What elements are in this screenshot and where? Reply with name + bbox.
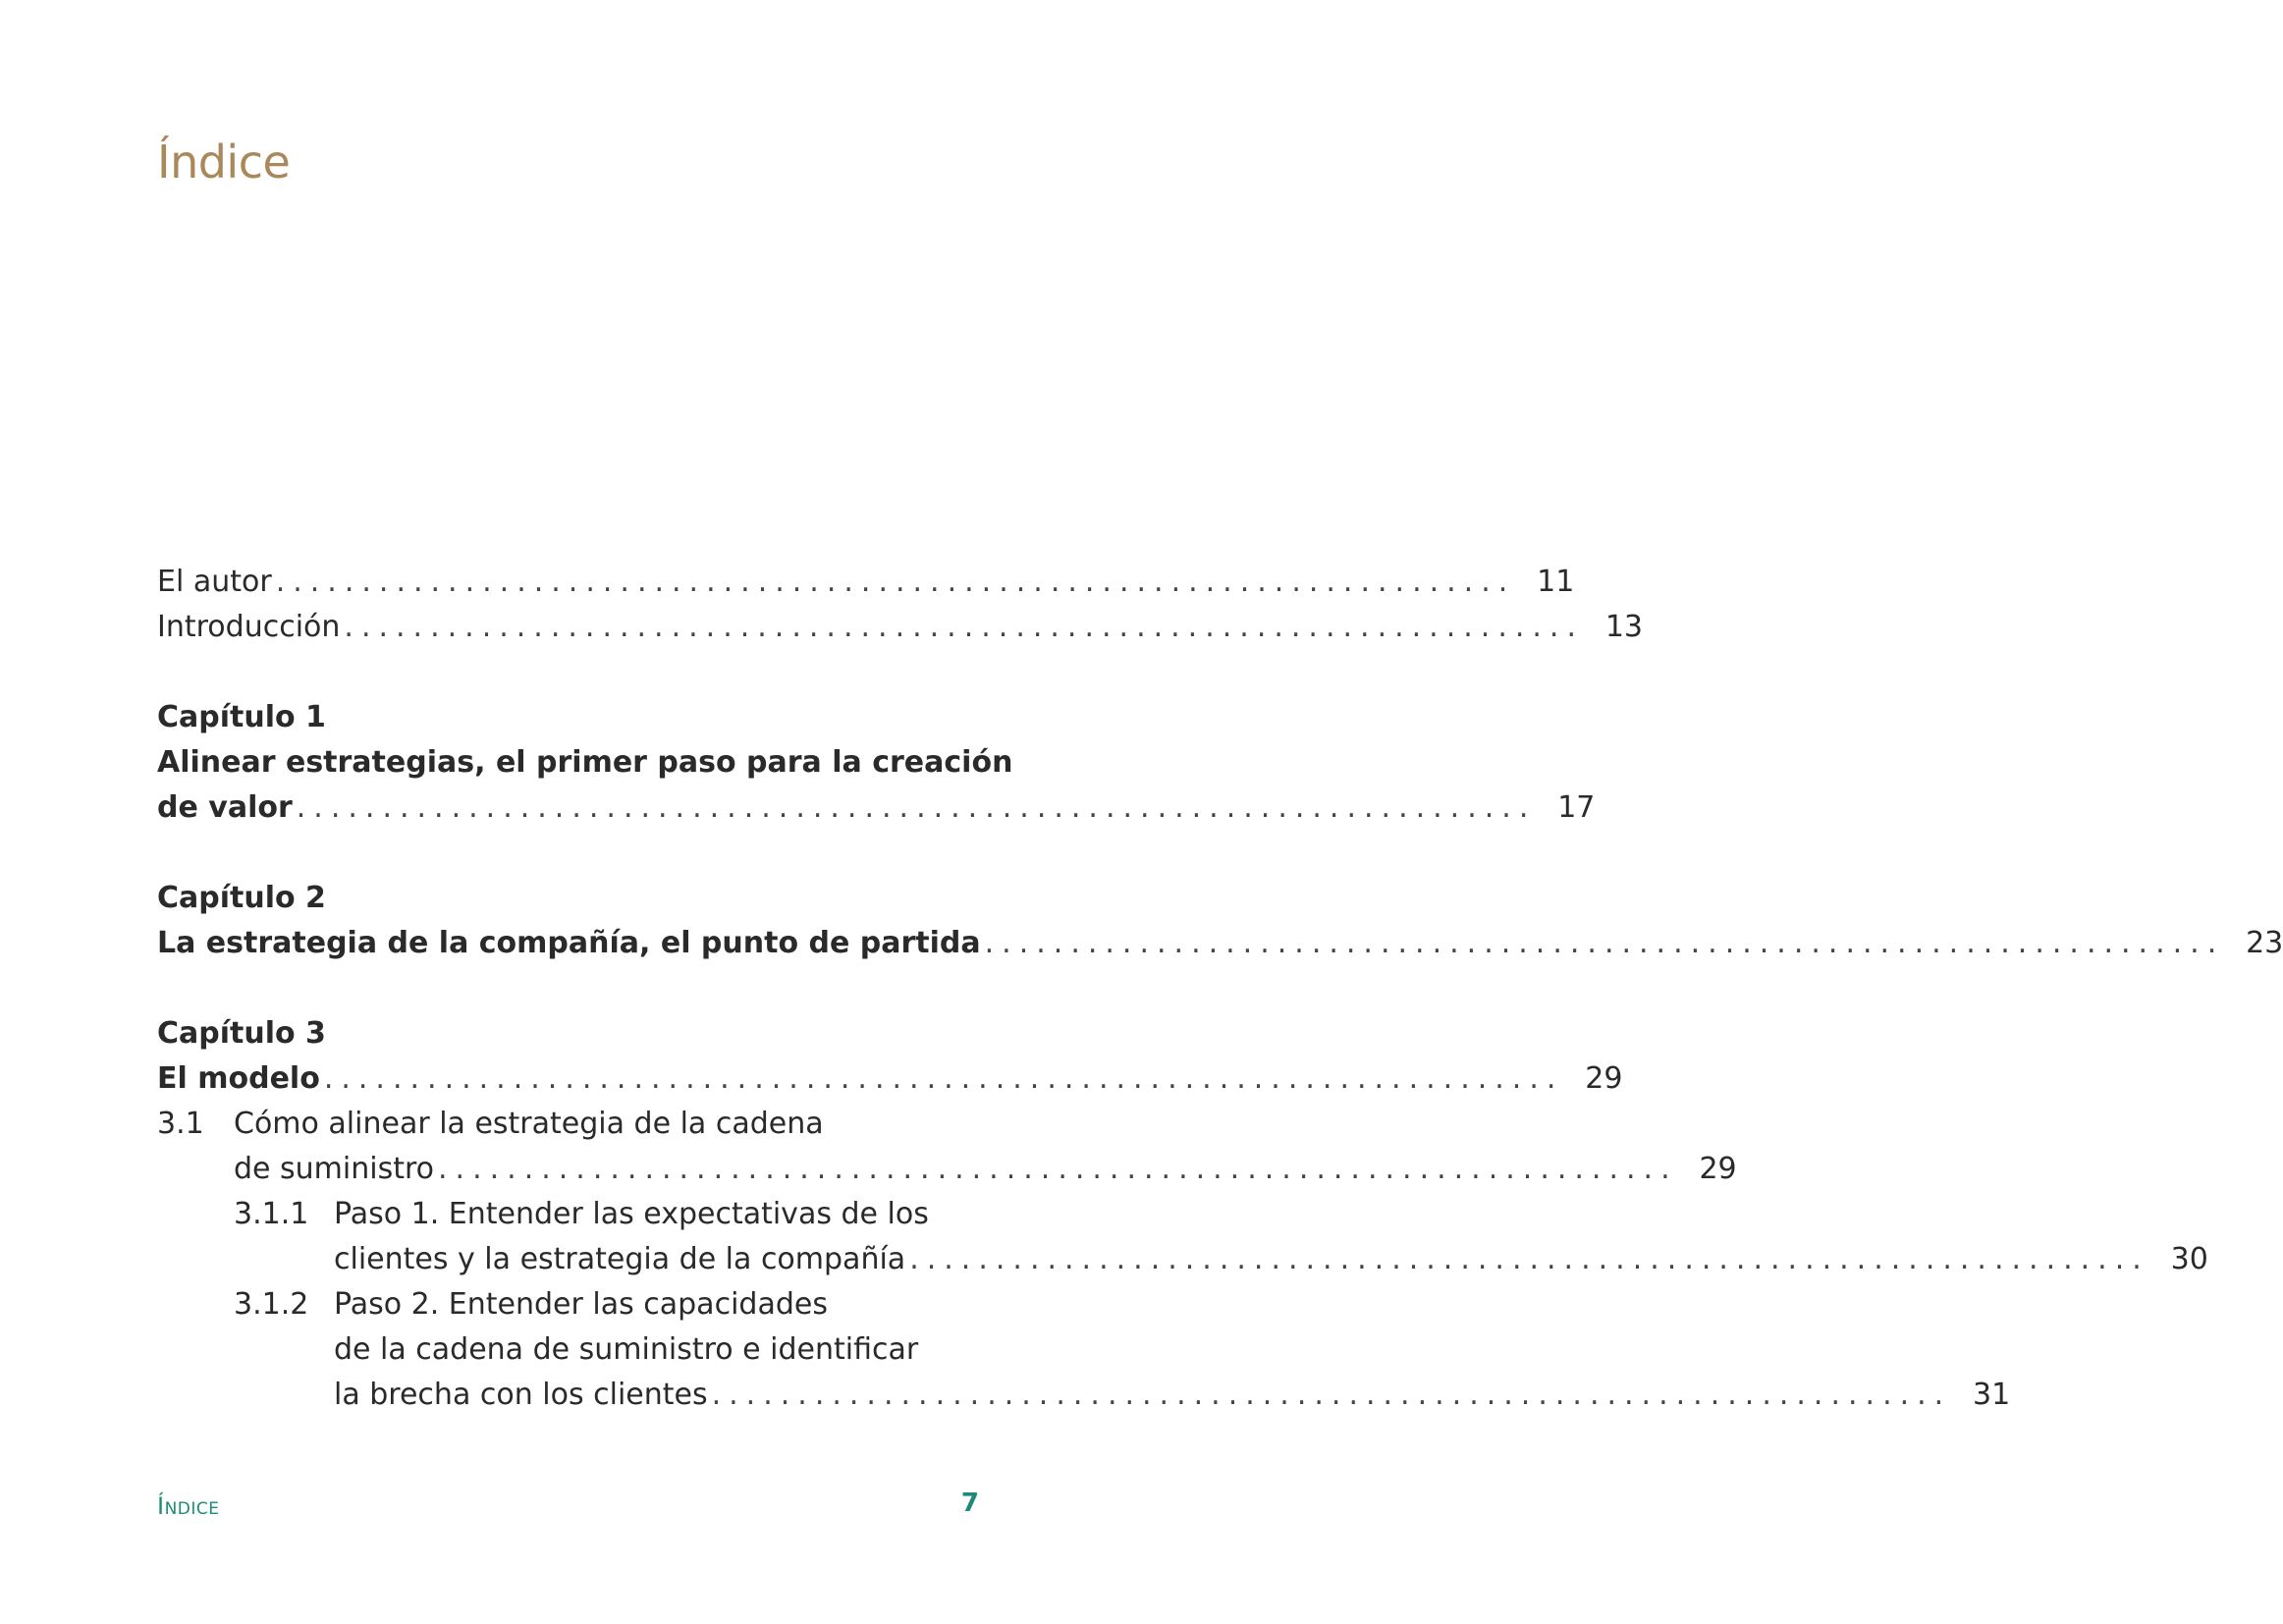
page-title: Índice — [157, 135, 291, 189]
toc-entry-autor[interactable] — [157, 560, 1575, 605]
chapter-2-heading: Capítulo 2 — [157, 881, 326, 915]
toc-entry-label: El autor — [157, 565, 272, 599]
chapter-1-heading: Capítulo 1 — [157, 700, 326, 734]
toc-entry-label: La estrategia de la compañía, el punto de partida — [157, 926, 981, 960]
toc-entry-label: de valor — [157, 790, 293, 825]
leader-dots: ........................................................................ — [323, 1061, 1564, 1096]
toc-page-number: 11 — [1537, 565, 1575, 599]
toc-entry-label: El modelo — [157, 1061, 320, 1096]
section-3-1-2-line3[interactable] — [157, 1373, 2011, 1418]
leader-dots: ........................................................................ — [438, 1152, 1678, 1186]
section-number: 3.1.1 — [234, 1197, 309, 1231]
toc-entry-label: Introducción — [157, 610, 341, 644]
leader-dots: ........................................................................ — [984, 926, 2225, 960]
section-title: Paso 1. Entender las expectativas de los — [334, 1197, 929, 1231]
toc-entry-label: clientes y la estrategia de la compañía — [334, 1242, 906, 1276]
chapter-3-heading: Capítulo 3 — [157, 1016, 326, 1051]
toc-entry-intro[interactable] — [157, 605, 1644, 650]
toc-page-number: 17 — [1557, 790, 1596, 825]
leader-dots: ........................................................................ — [711, 1378, 1952, 1412]
chapter-2-title[interactable] — [157, 921, 2283, 966]
toc-entry-label: la brecha con los clientes — [334, 1378, 708, 1412]
section-3-1-2-line1[interactable] — [157, 1282, 1009, 1327]
toc-page-number: 13 — [1604, 610, 1644, 644]
toc-page-number: 29 — [1699, 1152, 1737, 1186]
section-number: 3.1.2 — [234, 1287, 309, 1322]
section-title: Paso 2. Entender las capacidades — [334, 1287, 828, 1322]
section-title: de la cadena de suministro e identificar — [334, 1332, 919, 1367]
leader-dots: ........................................................................ — [275, 565, 1516, 599]
section-3-1-line1[interactable] — [157, 1102, 1009, 1147]
toc-page-number: 29 — [1585, 1061, 1623, 1096]
section-number: 3.1 — [157, 1107, 204, 1141]
toc-page-number: 23 — [2246, 926, 2283, 960]
leader-dots: ........................................................................ — [344, 610, 1585, 644]
leader-dots: ........................................................................ — [909, 1242, 2149, 1276]
footer-section-name: Índice — [157, 1492, 220, 1520]
table-of-contents — [157, 560, 2283, 1418]
section-title: Cómo alinear la estrategia de la cadena — [234, 1107, 824, 1141]
footer-page-number: 7 — [960, 1489, 979, 1518]
chapter-3-title[interactable] — [157, 1056, 1623, 1102]
leader-dots: ........................................................................ — [296, 790, 1537, 825]
chapter-1-title[interactable]: Alinear estrategias, el primer paso para la creación — [157, 745, 1013, 780]
section-3-1-1-line2[interactable] — [157, 1237, 2208, 1282]
section-3-1-1-line1[interactable] — [157, 1192, 1009, 1237]
section-3-1-2-line2[interactable] — [157, 1327, 1009, 1373]
toc-page-number: 30 — [2170, 1242, 2208, 1276]
chapter-1-title-end[interactable] — [157, 785, 1596, 831]
toc-entry-label: de suministro — [234, 1152, 435, 1186]
toc-page-number: 31 — [1973, 1378, 2011, 1412]
section-3-1-line2[interactable] — [157, 1147, 1737, 1192]
